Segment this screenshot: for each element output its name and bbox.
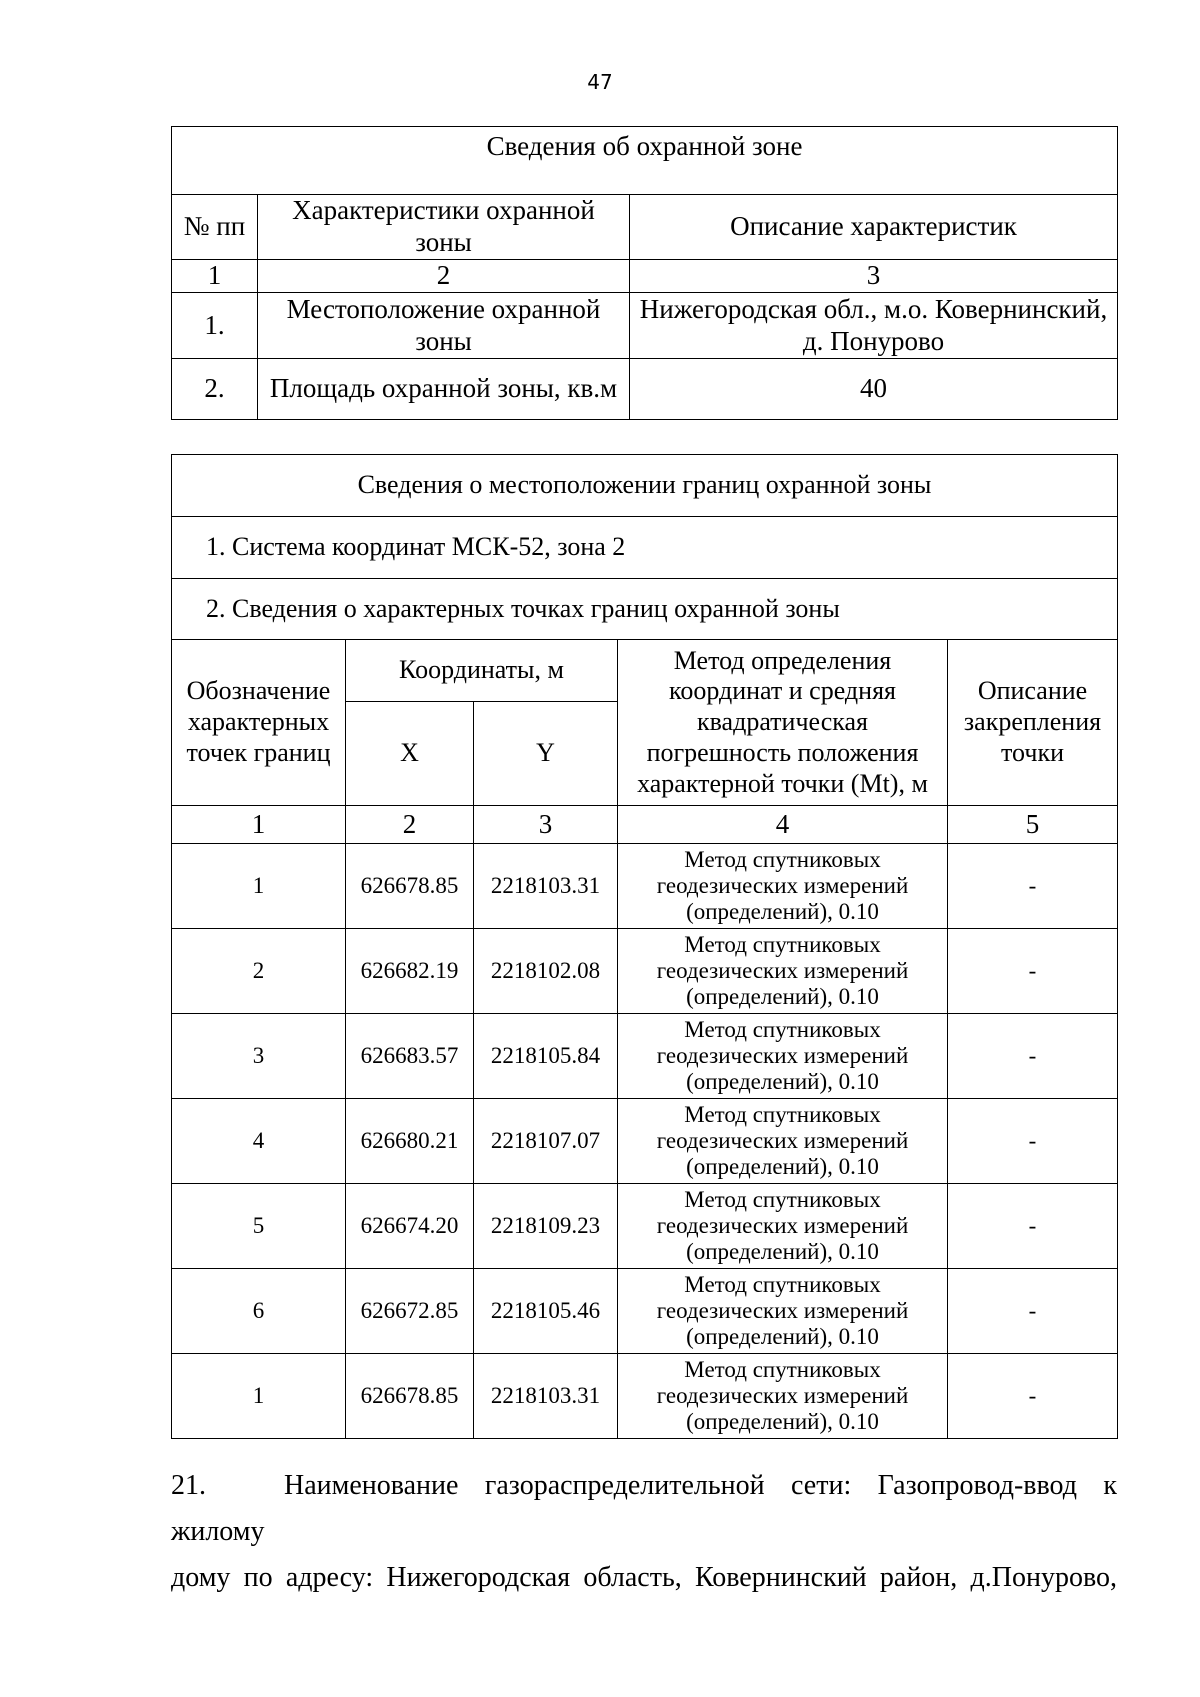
header-method: Метод определения координат и средняя квадратическая погрешность положения характерной точки (Mt), м xyxy=(618,640,948,806)
row-description: Нижегородская обл., м.о. Ковернинский, д. Понурово xyxy=(630,293,1118,359)
fixing: - xyxy=(948,1099,1118,1184)
point-id: 5 xyxy=(172,1184,346,1269)
point-id: 6 xyxy=(172,1269,346,1354)
table-title: Сведения о местоположении границ охранной зоны xyxy=(172,455,1118,517)
boundary-table xyxy=(171,454,1118,1439)
point-id: 3 xyxy=(172,1014,346,1099)
point-id: 1 xyxy=(172,1354,346,1439)
y-coordinate: 2218105.46 xyxy=(474,1269,618,1354)
x-coordinate: 626678.85 xyxy=(346,844,474,929)
item-number: 21. xyxy=(171,1470,206,1501)
table-row xyxy=(172,929,1118,1014)
table-row xyxy=(172,1099,1118,1184)
x-coordinate: 626683.57 xyxy=(346,1014,474,1099)
page-number: 47 xyxy=(587,70,613,94)
header-fixing: Описание закрепления точки xyxy=(948,640,1118,806)
header-x: X xyxy=(346,702,474,806)
y-coordinate: 2218103.31 xyxy=(474,1354,618,1439)
header-coordinates: Координаты, м xyxy=(346,640,618,702)
table-row xyxy=(172,1014,1118,1099)
point-id: 2 xyxy=(172,929,346,1014)
method: Метод спутниковых геодезических измерений (определений), 0.10 xyxy=(618,1269,948,1354)
header-cell: Описание характеристик xyxy=(630,195,1118,260)
row-number: 2. xyxy=(172,359,258,420)
row-description: 40 xyxy=(630,359,1118,420)
x-coordinate: 626680.21 xyxy=(346,1099,474,1184)
column-number: 2 xyxy=(346,806,474,844)
method: Метод спутниковых геодезических измерений (определений), 0.10 xyxy=(618,1099,948,1184)
method: Метод спутниковых геодезических измерений (определений), 0.10 xyxy=(618,1184,948,1269)
footer-line-1 xyxy=(171,1463,1117,1555)
points-section-title: 2. Сведения о характерных точках границ охранной зоны xyxy=(172,579,1118,640)
footer-paragraph xyxy=(171,1463,1117,1601)
y-coordinate: 2218109.23 xyxy=(474,1184,618,1269)
table-row xyxy=(172,1184,1118,1269)
x-coordinate: 626682.19 xyxy=(346,929,474,1014)
header-y: Y xyxy=(474,702,618,806)
method: Метод спутниковых геодезических измерений (определений), 0.10 xyxy=(618,1354,948,1439)
header-cell: Характеристики охранной зоны xyxy=(258,195,630,260)
column-number: 1 xyxy=(172,260,258,293)
fixing: - xyxy=(948,1354,1118,1439)
method: Метод спутниковых геодезических измерений (определений), 0.10 xyxy=(618,1014,948,1099)
row-characteristic: Местоположение охранной зоны xyxy=(258,293,630,359)
fixing: - xyxy=(948,929,1118,1014)
column-number: 4 xyxy=(618,806,948,844)
row-number: 1. xyxy=(172,293,258,359)
y-coordinate: 2218105.84 xyxy=(474,1014,618,1099)
fixing: - xyxy=(948,844,1118,929)
point-id: 4 xyxy=(172,1099,346,1184)
protection-zone-table xyxy=(171,126,1118,420)
table-title: Сведения об охранной зоне xyxy=(172,127,1118,195)
fixing: - xyxy=(948,1184,1118,1269)
table-row xyxy=(172,359,1118,420)
header-cell: № пп xyxy=(172,195,258,260)
footer-line-1-text: Наименование газораспределительной сети: Газопровод-ввод к жилому xyxy=(171,1470,1117,1547)
coordinate-system: 1. Система координат МСК-52, зона 2 xyxy=(172,517,1118,579)
y-coordinate: 2218107.07 xyxy=(474,1099,618,1184)
column-number: 1 xyxy=(172,806,346,844)
column-number: 3 xyxy=(630,260,1118,293)
x-coordinate: 626674.20 xyxy=(346,1184,474,1269)
fixing: - xyxy=(948,1269,1118,1354)
column-number: 5 xyxy=(948,806,1118,844)
footer-line-2: дому по адресу: Нижегородская область, Ковернинский район, д.Понурово, xyxy=(171,1562,1117,1593)
column-number: 2 xyxy=(258,260,630,293)
y-coordinate: 2218103.31 xyxy=(474,844,618,929)
header-point-designation: Обозначение характерных точек границ xyxy=(172,640,346,806)
method: Метод спутниковых геодезических измерений (определений), 0.10 xyxy=(618,929,948,1014)
x-coordinate: 626672.85 xyxy=(346,1269,474,1354)
table-row xyxy=(172,1354,1118,1439)
x-coordinate: 626678.85 xyxy=(346,1354,474,1439)
point-id: 1 xyxy=(172,844,346,929)
table-row xyxy=(172,1269,1118,1354)
method: Метод спутниковых геодезических измерений (определений), 0.10 xyxy=(618,844,948,929)
fixing: - xyxy=(948,1014,1118,1099)
column-number: 3 xyxy=(474,806,618,844)
table-row xyxy=(172,844,1118,929)
y-coordinate: 2218102.08 xyxy=(474,929,618,1014)
row-characteristic: Площадь охранной зоны, кв.м xyxy=(258,359,630,420)
table-row xyxy=(172,293,1118,359)
